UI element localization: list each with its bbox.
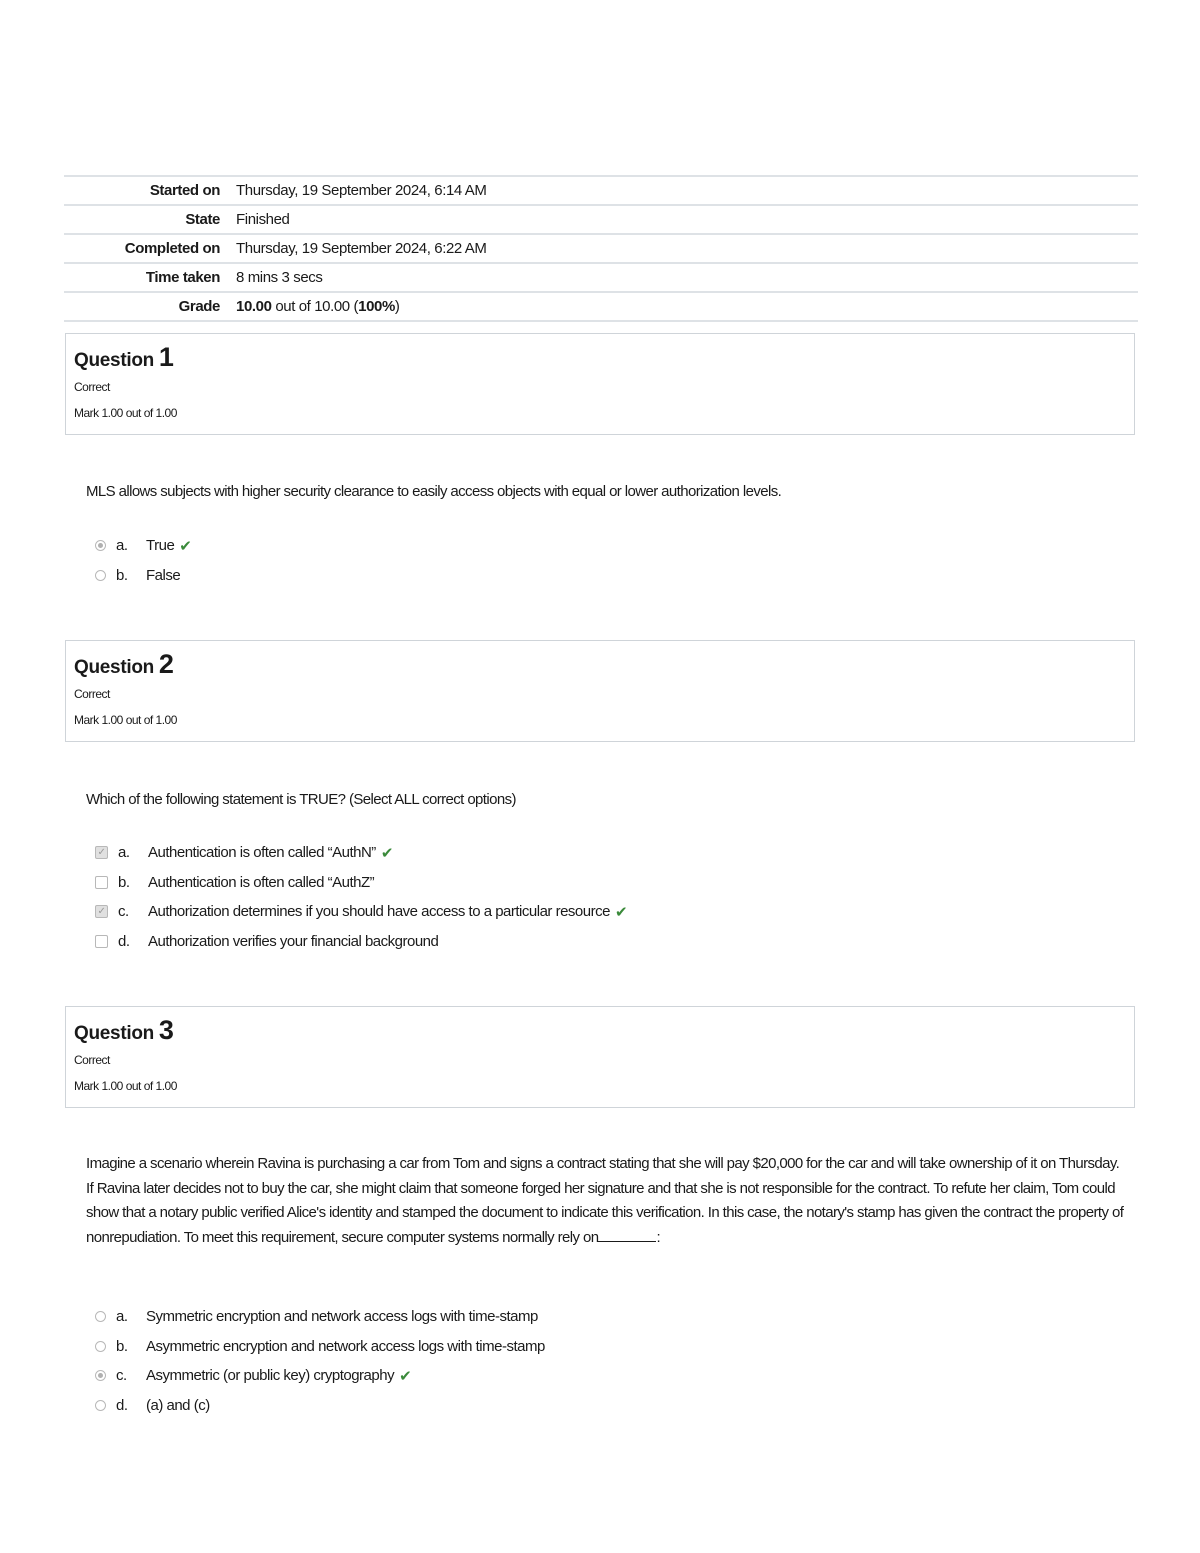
question-label: Question	[74, 350, 154, 371]
question-3-text	[86, 1152, 1126, 1250]
option-letter: a.	[116, 1308, 128, 1326]
checkbox[interactable]	[95, 876, 108, 889]
attempt-summary-table	[64, 175, 1138, 322]
state-value: Finished	[236, 211, 290, 228]
option-text: Symmetric encryption and network access logs with time-stamp	[146, 1308, 538, 1326]
correct-check-icon: ✔	[399, 1367, 412, 1385]
answer-option[interactable]	[95, 868, 627, 898]
radio-button[interactable]	[95, 1311, 106, 1322]
answer-option[interactable]	[95, 1391, 545, 1421]
radio-button[interactable]	[95, 1341, 106, 1352]
question-2-mark: Mark 1.00 out of 1.00	[74, 713, 177, 727]
question-3-state: Correct	[74, 1053, 110, 1067]
question-2-state: Correct	[74, 687, 110, 701]
option-text: Authorization determines if you should have access to a particular resource	[148, 903, 610, 921]
question-1-info	[65, 333, 1135, 435]
checkbox[interactable]	[95, 935, 108, 948]
grade-percent: 100%	[358, 298, 395, 315]
question-3-info	[65, 1006, 1135, 1108]
question-number: 2	[158, 649, 174, 679]
correct-check-icon: ✔	[614, 903, 628, 921]
answer-option[interactable]	[95, 1332, 545, 1362]
answer-option[interactable]	[95, 1361, 545, 1391]
option-letter: a.	[118, 844, 130, 862]
question-label: Question	[74, 657, 154, 678]
question-1-answers	[95, 531, 191, 590]
option-letter: a.	[116, 537, 128, 555]
option-text: True	[146, 537, 175, 555]
question-1-text: MLS allows subjects with higher security clearance to easily access objects with equal or lower authorization levels.	[86, 483, 782, 500]
option-text: Asymmetric (or public key) cryptography	[146, 1367, 395, 1385]
grade-value	[236, 292, 1138, 321]
option-letter: c.	[118, 903, 129, 921]
grade-score: 10.00	[236, 298, 272, 315]
option-text: (a) and (c)	[146, 1396, 210, 1414]
option-text: Authentication is often called “AuthN”	[148, 844, 376, 862]
started-value: Thursday, 19 September 2024, 6:14 AM	[236, 182, 487, 199]
option-letter: b.	[118, 873, 130, 891]
answer-option[interactable]	[95, 927, 627, 957]
completed-label: Completed on	[124, 240, 220, 257]
correct-check-icon: ✔	[380, 844, 393, 862]
question-1-mark: Mark 1.00 out of 1.00	[74, 406, 177, 420]
question-3-answers	[95, 1302, 545, 1420]
checkbox[interactable]: ✓	[95, 846, 108, 859]
question-1-state: Correct	[74, 380, 110, 394]
option-letter: b.	[116, 1337, 128, 1355]
option-letter: b.	[116, 566, 128, 584]
completed-value: Thursday, 19 September 2024, 6:22 AM	[236, 240, 487, 257]
question-number: 1	[158, 342, 174, 372]
option-text: Authorization verifies your financial background	[148, 932, 439, 950]
question-2-answers	[95, 838, 627, 956]
started-label: Started on	[149, 182, 220, 199]
answer-option[interactable]	[95, 1302, 545, 1332]
answer-option[interactable]	[95, 897, 627, 927]
option-letter: c.	[116, 1367, 127, 1385]
option-text: Authentication is often called “AuthZ”	[148, 873, 375, 891]
question-3-end: :	[656, 1228, 661, 1246]
summary-row-state	[64, 205, 1138, 234]
grade-label: Grade	[178, 298, 220, 315]
summary-row-completed	[64, 234, 1138, 263]
radio-button[interactable]	[95, 570, 106, 581]
time-label: Time taken	[145, 269, 220, 286]
option-text: Asymmetric encryption and network access logs with time-stamp	[146, 1337, 545, 1355]
fill-blank	[598, 1227, 656, 1242]
question-3-title	[74, 1017, 1126, 1047]
summary-row-grade	[64, 292, 1138, 321]
question-number: 3	[158, 1015, 174, 1045]
state-label: State	[185, 211, 220, 228]
radio-button[interactable]	[95, 540, 106, 551]
question-2-text: Which of the following statement is TRUE? (Select ALL correct options)	[86, 791, 516, 808]
question-3-body: Imagine a scenario wherein Ravina is purchasing a car from Tom and signs a contract stating that she will pay $20,000 for the car and will take ownership of it on Thursday. If Ravina later decides not to buy the car, she might claim that someone forged her signature and that she is not responsible for the contract. To refute her claim, Tom could show that a notary public verified Alice's identity and stamped the document to indicate this verification. In this case, the notary's stamp has given the contract the property of nonrepudiation. To meet this requirement, secure computer systems normally rely on	[86, 1155, 1124, 1246]
question-2-title	[74, 651, 1126, 681]
option-letter: d.	[116, 1396, 128, 1414]
radio-button[interactable]	[95, 1400, 106, 1411]
answer-option[interactable]	[95, 838, 627, 868]
question-2-info	[65, 640, 1135, 742]
answer-option[interactable]	[95, 561, 191, 591]
summary-row-time	[64, 263, 1138, 292]
option-text: False	[146, 566, 181, 584]
answer-option[interactable]	[95, 531, 191, 561]
option-letter: d.	[118, 932, 130, 950]
grade-close: )	[394, 298, 400, 315]
question-3-mark: Mark 1.00 out of 1.00	[74, 1079, 177, 1093]
summary-row-started	[64, 176, 1138, 205]
grade-out-of: out of 10.00 (	[271, 298, 359, 315]
radio-button[interactable]	[95, 1370, 106, 1381]
time-value: 8 mins 3 secs	[236, 269, 323, 286]
question-1-title	[74, 344, 1126, 374]
question-label: Question	[74, 1023, 154, 1044]
checkbox[interactable]: ✓	[95, 905, 108, 918]
correct-check-icon: ✔	[179, 537, 192, 555]
